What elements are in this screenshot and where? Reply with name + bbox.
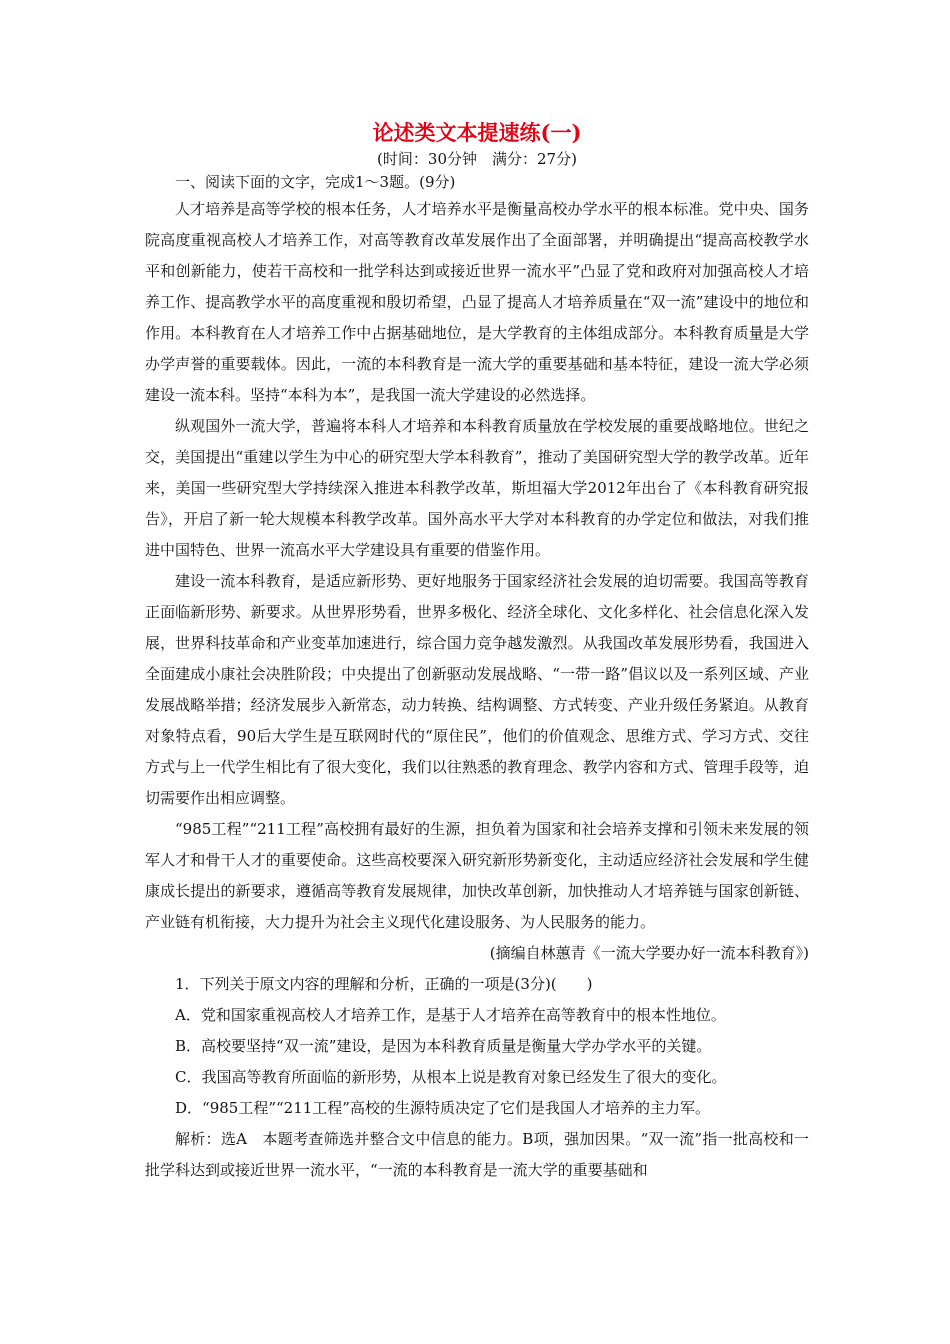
passage-paragraph: 建设一流本科教育，是适应新形势、更好地服务于国家经济社会发展的迫切需要。我国高等教育正面临新形势、新要求。从世界形势看，世界多极化、经济全球化、文化多样化、社会信息化深入发展，世界科技革命和产业变革加速进行，综合国力竞争越发激烈。从我国改革发展形势看，我国进入全面建成小康社会决胜阶段；中央提出了创新驱动发展战略、“一带一路”倡议以及一系列区域、产业发展战略举措；经济发展步入新常态，动力转换、结构调整、方式转变、产业升级任务紧迫。从教育对象特点看，90后大学生是互联网时代的“原住民”，他们的价值观念、思维方式、学习方式、交往方式与上一代学生相比有了很大变化，我们以往熟悉的教育理念、教学内容和方式、管理手段等，迫切需要作出相应调整。	[145, 572, 809, 807]
passage-paragraph: 纵观国外一流大学，普遍将本科人才培养和本科教育质量放在学校发展的重要战略地位。世纪之交，美国提出“重建以学生为中心的研究型大学本科教育”，推动了美国研究型大学的教学改革。近年来，美国一些研究型大学持续深入推进本科教学改革，斯坦福大学2012年出台了《本科教育研究报告》，开启了新一轮大规模本科教学改革。国外高水平大学对本科教育的办学定位和做法，对我们推进中国特色、世界一流高水平大学建设具有重要的借鉴作用。	[145, 417, 809, 559]
option-a: A．党和国家重视高校人才培养工作，是基于人才培养在高等教育中的根本性地位。	[175, 1006, 726, 1024]
exam-meta: (时间：30分钟 满分：27分)	[377, 150, 577, 168]
section-heading: 一、阅读下面的文字，完成1～3题。(9分)	[175, 173, 456, 191]
option-b: B．高校要坚持“双一流”建设，是因为本科教育质量是衡量大学办学水平的关键。	[175, 1037, 712, 1055]
passage-paragraph: “985工程”“211工程”高校拥有最好的生源，担负着为国家和社会培养支撑和引领未来发展的领军人才和骨干人才的重要使命。这些高校要深入研究新形势新变化，主动适应经济社会发展和学生健康成长提出的新要求，遵循高等教育发展规律，加快改革创新，加快推动人才培养链与国家创新链、产业链有机衔接，大力提升为社会主义现代化建设服务、为人民服务的能力。	[145, 820, 809, 931]
question-stem: 1．下列关于原文内容的理解和分析，正确的一项是(3分)( )	[175, 975, 593, 993]
option-c: C．我国高等教育所面临的新形势，从根本上说是教育对象已经发生了很大的变化。	[175, 1068, 727, 1086]
document-page	[145, 118, 809, 1186]
answer-analysis: 解析：选A 本题考查筛选并整合文中信息的能力。B项，强加因果。“双一流”指一批高校和一批学科达到或接近世界一流水平，“一流的本科教育是一流大学的重要基础和	[145, 1130, 809, 1179]
option-d: D．“985工程”“211工程”高校的生源特质决定了它们是我国人才培养的主力军。	[175, 1099, 710, 1117]
document-title: 论述类文本提速练(一)	[372, 120, 582, 145]
passage-source: (摘编自林蕙青《一流大学要办好一流本科教育》)	[489, 944, 809, 962]
passage-paragraph: 人才培养是高等学校的根本任务，人才培养水平是衡量高校办学水平的根本标准。党中央、国务院高度重视高校人才培养工作，对高等教育改革发展作出了全面部署，并明确提出“提高高校教学水平和创新能力，使若干高校和一批学科达到或接近世界一流水平”凸显了党和政府对加强高校人才培养工作、提高教学水平的高度重视和殷切希望，凸显了提高人才培养质量在“双一流”建设中的地位和作用。本科教育在人才培养工作中占据基础地位，是大学教育的主体组成部分。本科教育质量是大学办学声誉的重要载体。因此，一流的本科教育是一流大学的重要基础和基本特征，建设一流大学必须建设一流本科。坚持“本科为本”，是我国一流大学建设的必然选择。	[145, 200, 809, 404]
